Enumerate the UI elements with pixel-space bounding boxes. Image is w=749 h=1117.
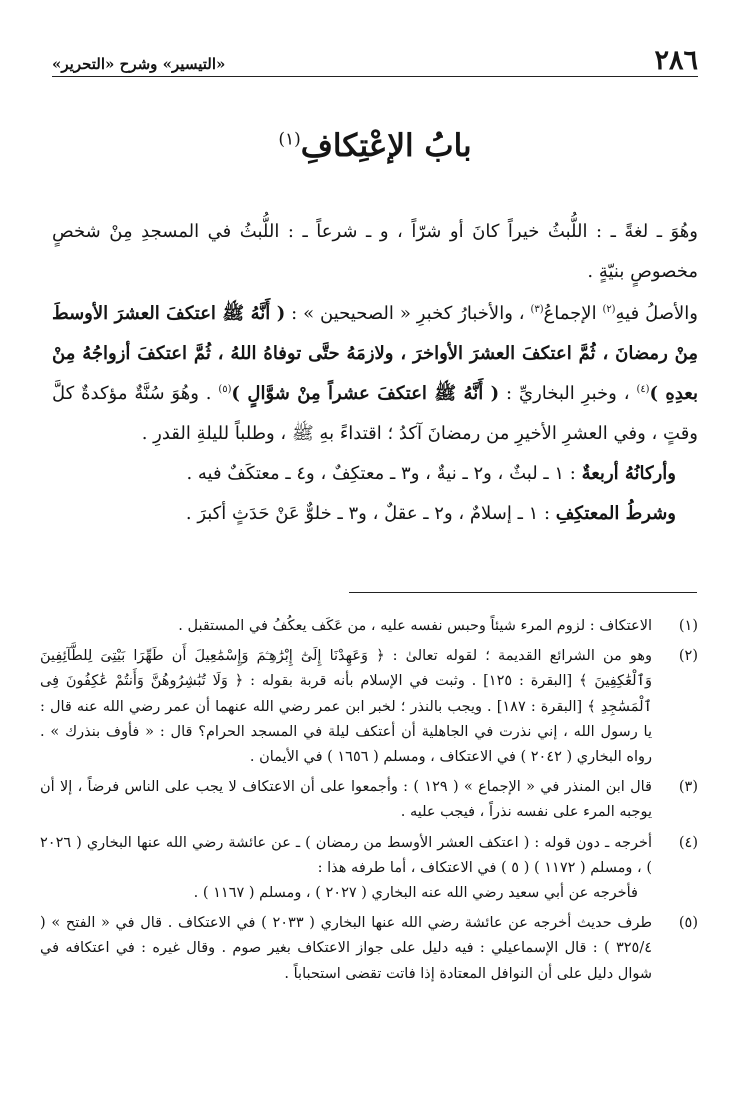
note-marker-4: (٤) (636, 384, 650, 395)
footnote-text: وهو من الشرائع القديمة ؛ لقوله تعالىٰ : ﴿ وَعَهِدْنَا إِلَىٰٓ إِبْرَٰهِـۧمَ وَإِسْمَٰعِيلَ أَن طَهِّرَا بَيْتِىَ لِلطَّآئِفِينَ وَٱلْعَٰكِفِينَ ﴾ [البقرة : ١٢٥] . وثبت في الإسلام بأنه قربة بقوله : ﴿ وَلَا تُبَٰشِرُوهُنَّ وَأَنتُمْ عَٰكِفُونَ فِى ٱلْمَسَٰجِدِ ﴾ [البقرة : ١٨٧] . ويجب بالنذر ؛ لخبر ابن عمر رضي الله عنهما أن عمر رضي الله عنه قال : يا رسول الله ، إني نذرت في الجاهلية أن أعتكف ليلة في المسجد الحرام؟ قال : « فأوف بنذرك » . رواه البخاري ( ٢٠٤٢ ) في الاعتكاف ، ومسلم ( ١٦٥٦ ) في الأيمان . (40, 648, 652, 766)
chapter-note-marker: (١) (278, 129, 301, 150)
running-title: «التيسير» وشرح «التحرير» (52, 55, 226, 73)
footnotes (40, 614, 698, 987)
hadith-quote-1: ( أَنَّهُ ﷺ اعتكفَ العشرَ الأوسطَ مِنْ رمضانَ ، ثُمَّ اعتكفَ العشرَ الأواخرَ ، ولازمَهُ حتَّى توفاهُ اللهُ ، ثُمَّ اعتكفَ أزواجُهُ مِنْ بعدِهِ ) (52, 303, 699, 404)
evidence-paragraph: والأصلُ فيهِ$^{(٢)}$ الإجماعُ$^{(٣)}$ ، والأخبارُ كخبرِ « الصحيحين » : ( أَنَّهُ ﷺ اعتكفَ العشرَ الأوسطَ مِنْ رمضانَ ، ثُمَّ اعتكفَ العشرَ الأواخرَ ، ولازمَهُ حتَّى توفاهُ اللهُ ، ثُمَّ اعتكفَ أزواجُهُ مِنْ بعدِهِ )$^{(٤)}$ ، وخبرِ البخاريِّ : ( أَنَّهُ ﷺ اعتكفَ عشراً مِنْ شوَّالٍ )$^{(٥)}$ . وهُوَ سُنَّةٌ مؤكدةٌ كلَّ وقتٍ ، وفي العشرِ الأخيرِ من رمضانَ آكدُ ؛ اقتداءً بهِ ﷺ ، وطلباً لليلةِ القدرِ . (52, 303, 699, 444)
footnote-text: الاعتكاف : لزوم المرء شيئاً وحبس نفسه عليه ، من عَكَف يعكُفُ في المستقبل . (178, 618, 652, 634)
pillars-label: وأركانُهُ أربعةٌ (581, 463, 676, 484)
hadith-quote-2: ( أَنَّهُ ﷺ اعتكفَ عشراً مِنْ شوَّالٍ ) (231, 383, 500, 404)
footnote-number: (٤) (678, 834, 698, 851)
footnote-text: طرف حديث أخرجه عن عائشة رضي الله عنها البخاري ( ٢٠٣٣ ) في الاعتكاف . قال في « الفتح » ( ٣٢٥/٤ ) : قال الإسماعيلي : فيه دليل على جواز الاعتكاف بغير صوم . وقال غيره : في اعتكافه في شوال دليل على أن النوافل المعتادة إذا فاتت تقضى استحباباً . (40, 915, 652, 982)
note-marker-3: (٣) (530, 304, 544, 315)
footnote-text-continued: فأخرجه عن أبي سعيد رضي الله عنه البخاري ( ٢٠٢٧ ) ، ومسلم ( ١١٦٧ ) . (193, 885, 638, 902)
footnote-number: (٥) (678, 915, 698, 932)
chapter-title (52, 128, 698, 164)
footnote-separator (349, 592, 697, 593)
main-text (52, 212, 698, 534)
footnote (40, 911, 698, 987)
footnote (40, 775, 698, 825)
footnote-text: أخرجه ـ دون قوله : ( اعتكف العشر الأوسط من رمضان ) ـ عن عائشة رضي الله عنها البخاري ( ٢٠٢٦ ) ، ومسلم ( ١١٧٢ ) ( ٥ ) في الاعتكاف ، أما طرفه هذا : (40, 834, 652, 876)
footnote-text: قال ابن المنذر في « الإجماع » ( ١٢٩ ) : وأجمعوا على أن الاعتكاف لا يجب على الناس فرضاً ، إلا أن يوجبه المرء على نفسه نذراً ، فيجب عليه . (40, 779, 652, 821)
page-number: ٢٨٦ (654, 45, 698, 76)
note-marker-5: (٥) (218, 384, 232, 395)
footnote-number: (١) (678, 618, 698, 634)
conditions-paragraph: وشرطُ المعتكِفِ : ١ ـ إسلامٌ ، و٢ ـ عقلٌ ، و٣ ـ خلوٌّ عَنْ حَدَثٍ أكبرَ . (185, 503, 676, 524)
footnote-number: (٢) (678, 648, 698, 665)
conditions-label: وشرطُ المعتكِفِ (555, 503, 676, 524)
footnote-number: (٣) (678, 779, 698, 796)
chapter-title-text: بابُ الإعْتِكافِ (300, 128, 472, 164)
note-marker-2: (٢) (602, 304, 616, 315)
footnote (40, 614, 698, 639)
footnote (40, 644, 698, 770)
definition-paragraph: وهُوَ ـ لغةً ـ : اللُّبثُ خيراً كانَ أو شرّاً ، و ـ شرعاً ـ : اللُّبثُ في المسجدِ مِنْ شخصٍ مخصوصٍ بنيّةٍ . (52, 221, 698, 282)
page-header (52, 46, 698, 77)
pillars-paragraph: وأركانُهُ أربعةٌ : ١ ـ لبثٌ ، و٢ ـ نيةٌ ، و٣ ـ معتكِفٌ ، و٤ ـ معتكَفٌ فيه . (186, 463, 676, 484)
footnote (40, 831, 698, 907)
